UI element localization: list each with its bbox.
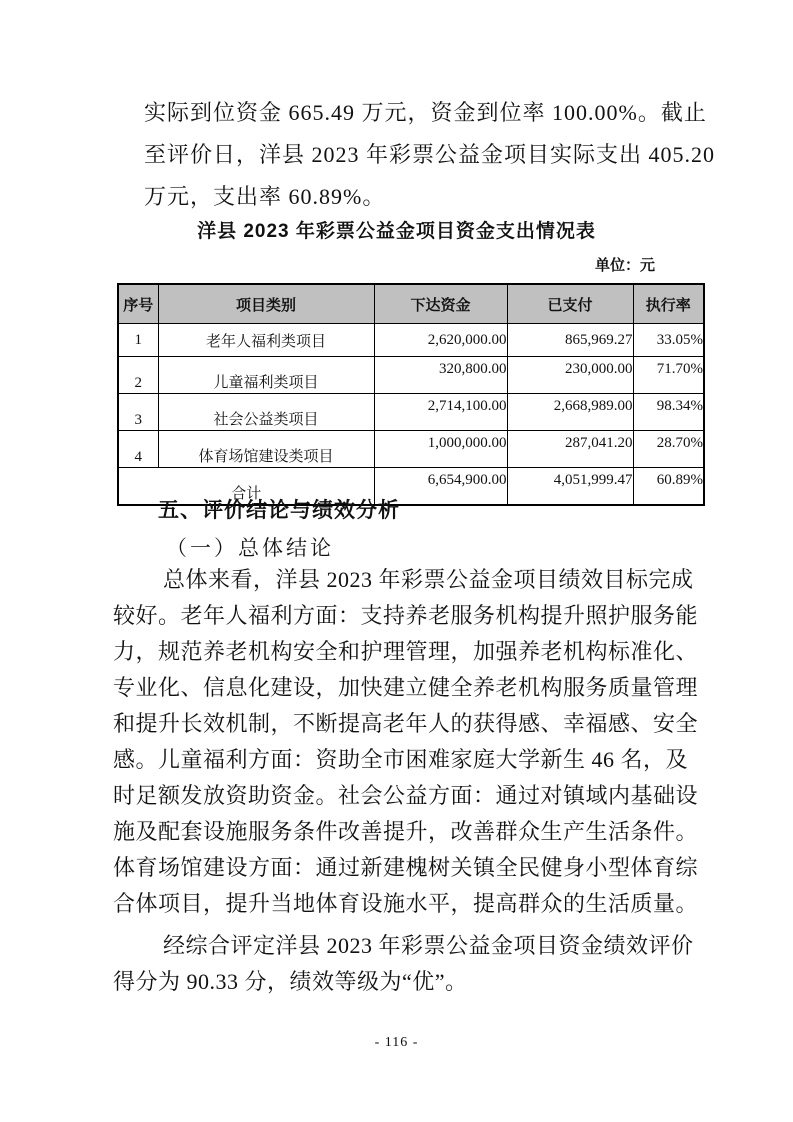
page-number: - 116 - bbox=[374, 1035, 419, 1050]
cell-category: 儿童福利类项目 bbox=[158, 357, 374, 394]
cell-allocated: 1,000,000.00 bbox=[374, 431, 507, 468]
intro-line: 万元，支出率 60.89%。 bbox=[144, 184, 386, 209]
header-paid: 已支付 bbox=[507, 284, 633, 324]
rating-line: 得分为 90.33 分，绩效等级为“优”。 bbox=[113, 969, 468, 994]
rating-line: 经综合评定洋县 2023 年彩票公益金项目资金绩效评价 bbox=[163, 933, 694, 958]
body-line: 施及配套设施服务条件改善提升，改善群众生产生活条件。 bbox=[113, 819, 699, 844]
cell-allocated: 320,800.00 bbox=[374, 357, 507, 394]
table-header-row bbox=[118, 284, 704, 324]
header-seq: 序号 bbox=[118, 284, 158, 324]
cell-paid: 230,000.00 bbox=[507, 357, 633, 394]
intro-paragraph bbox=[144, 92, 715, 218]
body-line: 时足额发放资助资金。社会公益方面：通过对镇域内基础设 bbox=[113, 783, 699, 808]
cell-total-allocated: 6,654,900.00 bbox=[374, 468, 507, 506]
cell-total-label: 合计 bbox=[118, 468, 374, 506]
cell-rate: 33.05% bbox=[633, 324, 704, 357]
body-line: 和提升长效机制，不断提高老年人的获得感、幸福感、安全 bbox=[113, 711, 699, 736]
header-allocated: 下达资金 bbox=[374, 284, 507, 324]
cell-rate: 28.70% bbox=[633, 431, 704, 468]
cell-allocated: 2,620,000.00 bbox=[374, 324, 507, 357]
fund-expenditure-table bbox=[117, 283, 705, 506]
body-line: 专业化、信息化建设，加快建立健全养老机构服务质量管理 bbox=[113, 675, 699, 700]
intro-line: 至评价日，洋县 2023 年彩票公益金项目实际支出 405.20 bbox=[144, 142, 716, 167]
table-row bbox=[118, 357, 704, 394]
table-row bbox=[118, 431, 704, 468]
header-category: 项目类别 bbox=[158, 284, 374, 324]
section-heading: 五、评价结论与绩效分析 bbox=[158, 499, 400, 522]
cell-paid: 287,041.20 bbox=[507, 431, 633, 468]
cell-category: 体育场馆建设类项目 bbox=[158, 431, 374, 468]
header-rate: 执行率 bbox=[633, 284, 704, 324]
cell-seq: 1 bbox=[118, 324, 158, 357]
cell-rate: 71.70% bbox=[633, 357, 704, 394]
conclusion-body-paragraph bbox=[113, 562, 698, 922]
cell-paid: 865,969.27 bbox=[507, 324, 633, 357]
body-line: 力，规范养老机构安全和护理管理，加强养老机构标准化、 bbox=[113, 639, 699, 664]
rating-paragraph bbox=[113, 928, 694, 1000]
cell-category: 老年人福利类项目 bbox=[158, 324, 374, 357]
body-line: 较好。老年人福利方面：支持养老服务机构提升照护服务能 bbox=[113, 603, 699, 628]
cell-allocated: 2,714,100.00 bbox=[374, 394, 507, 431]
cell-category: 社会公益类项目 bbox=[158, 394, 374, 431]
cell-seq: 4 bbox=[118, 431, 158, 468]
cell-total-paid: 4,051,999.47 bbox=[507, 468, 633, 506]
body-line: 合体项目，提升当地体育设施水平，提高群众的生活质量。 bbox=[113, 891, 699, 916]
table-row bbox=[118, 394, 704, 431]
table-unit-label: 单位：元 bbox=[594, 257, 655, 274]
body-line: 感。儿童福利方面：资助全市困难家庭大学新生 46 名，及 bbox=[113, 747, 689, 772]
cell-rate: 98.34% bbox=[633, 394, 704, 431]
table-row bbox=[118, 324, 704, 357]
cell-paid: 2,668,989.00 bbox=[507, 394, 633, 431]
cell-total-rate: 60.89% bbox=[633, 468, 704, 506]
intro-line: 实际到位资金 665.49 万元，资金到位率 100.00%。截止 bbox=[144, 100, 707, 125]
cell-seq: 2 bbox=[118, 357, 158, 394]
cell-seq: 3 bbox=[118, 394, 158, 431]
table-title: 洋县 2023 年彩票公益金项目资金支出情况表 bbox=[197, 221, 596, 242]
body-line: 体育场馆建设方面：通过新建槐树关镇全民健身小型体育综 bbox=[113, 855, 699, 880]
section-subheading: （一）总体结论 bbox=[166, 536, 334, 560]
body-line: 总体来看，洋县 2023 年彩票公益金项目绩效目标完成 bbox=[163, 567, 694, 592]
